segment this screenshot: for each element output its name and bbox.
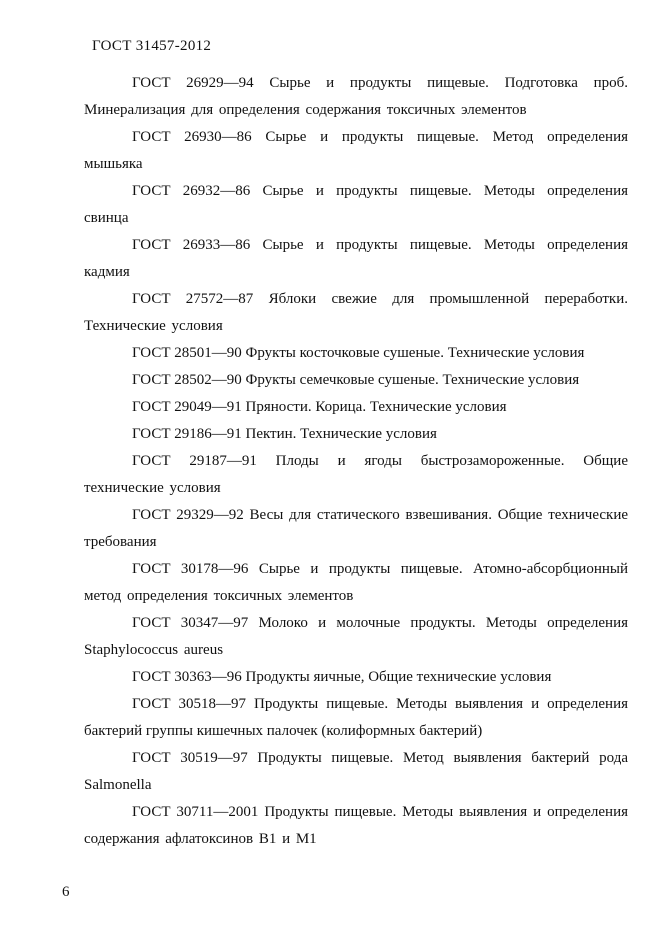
- reference-gost-28502: ГОСТ 28502—90 Фрукты семечковые сушеные. Технические условия: [132, 372, 580, 388]
- reference-gost-29186: ГОСТ 29186—91 Пектин. Технические условия: [132, 426, 437, 442]
- reference-gost-30347: ГОСТ 30347—97 Молоко и молочные продукты. Методы определения Staphylococcus aureus: [84, 615, 628, 658]
- reference-gost-30519: ГОСТ 30519—97 Продукты пищевые. Метод выявления бактерий рода Salmonella: [84, 750, 628, 793]
- reference-gost-29049: ГОСТ 29049—91 Пряности. Корица. Технические условия: [132, 399, 507, 415]
- reference-gost-29329: ГОСТ 29329—92 Весы для статического взвешивания. Общие технические требования: [84, 507, 628, 550]
- page-number: 6: [62, 884, 70, 900]
- reference-gost-30518: ГОСТ 30518—97 Продукты пищевые. Методы выявления и определения бактерий группы кишечных палочек (колиформных бактерий): [84, 696, 628, 739]
- reference-gost-26930: ГОСТ 26930—86 Сырье и продукты пищевые. Метод определения мышьяка: [84, 129, 628, 172]
- document-header: ГОСТ 31457-2012: [92, 38, 212, 54]
- reference-gost-30363: ГОСТ 30363—96 Продукты яичные, Общие технические условия: [132, 669, 552, 685]
- normative-references-list: [84, 70, 628, 853]
- reference-gost-26929: ГОСТ 26929—94 Сырье и продукты пищевые. Подготовка проб. Минерализация для определения содержания токсичных элементов: [84, 75, 628, 118]
- reference-gost-30711: ГОСТ 30711—2001 Продукты пищевые. Методы выявления и определения содержания афлатоксинов В1 и М1: [84, 804, 628, 847]
- reference-gost-30178: ГОСТ 30178—96 Сырье и продукты пищевые. Атомно-абсорбционный метод определения токсичных элементов: [84, 561, 628, 604]
- reference-gost-28501: ГОСТ 28501—90 Фрукты косточковые сушеные. Технические условия: [132, 345, 585, 361]
- reference-gost-29187: ГОСТ 29187—91 Плоды и ягоды быстрозамороженные. Общие технические условия: [84, 453, 628, 496]
- reference-gost-26933: ГОСТ 26933—86 Сырье и продукты пищевые. Методы определения кадмия: [84, 237, 628, 280]
- reference-gost-27572: ГОСТ 27572—87 Яблоки свежие для промышленной переработки. Технические условия: [84, 291, 628, 334]
- reference-gost-26932: ГОСТ 26932—86 Сырье и продукты пищевые. Методы определения свинца: [84, 183, 628, 226]
